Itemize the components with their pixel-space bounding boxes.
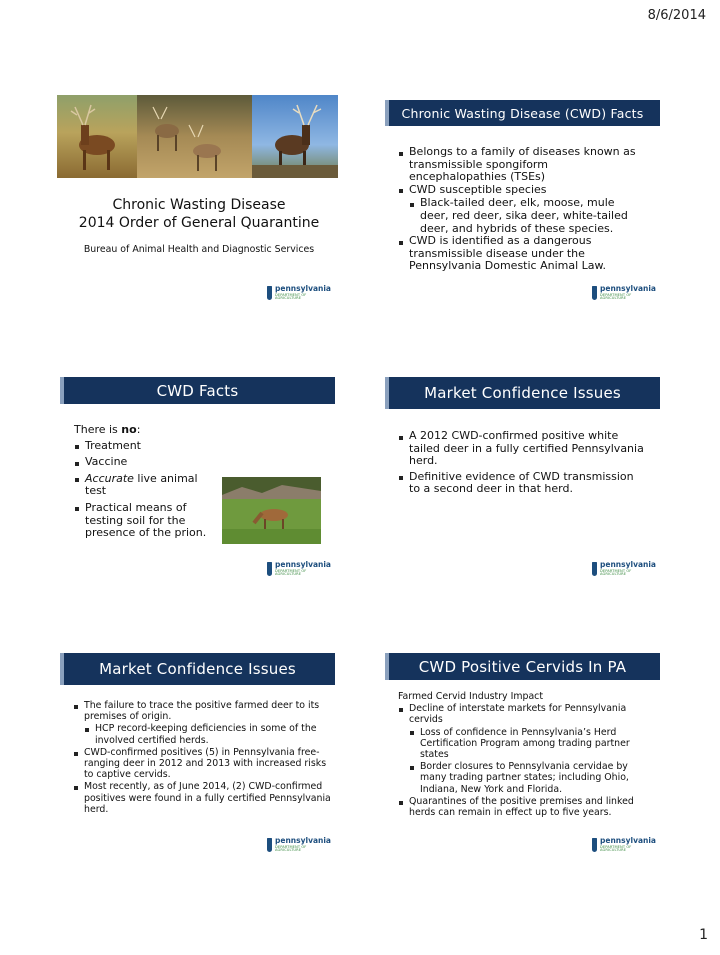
slide-5-body xyxy=(73,700,331,815)
list-item: Definitive evidence of CWD transmission to a second deer in that herd. xyxy=(398,471,648,496)
pennsylvania-logo: pennsylvania DEPARTMENT OF AGRICULTURE xyxy=(592,560,656,578)
slide-5-title: Market Confidence Issues xyxy=(99,660,296,678)
list-item: Most recently, as of June 2014, (2) CWD-confirmed positives were found in a fully certified Pennsylvania herd. xyxy=(73,781,331,815)
deer-photo-collage-svg xyxy=(57,95,338,178)
list-item: A 2012 CWD-confirmed positive white tailed deer in a fully certified Pennsylvania herd. xyxy=(398,430,648,468)
list-item: The failure to trace the positive farmed deer to its premises of origin. HCP record-keeping deficiencies in some of the involved certified herds. xyxy=(73,700,331,746)
list-item: HCP record-keeping deficiencies in some of the involved certified herds. xyxy=(84,723,331,745)
keystone-icon xyxy=(592,286,597,300)
print-date: 8/6/2014 xyxy=(647,8,706,23)
slide-2-title-bar xyxy=(385,100,660,126)
deer-photo-collage xyxy=(57,95,338,178)
pennsylvania-logo: pennsylvania DEPARTMENT OF AGRICULTURE xyxy=(592,836,656,854)
page-number: 1 xyxy=(699,927,708,943)
slide-3-title: CWD Facts xyxy=(156,381,239,400)
list-item: Vaccine xyxy=(74,456,214,469)
slide-2-body xyxy=(398,146,643,273)
keystone-icon xyxy=(592,562,597,576)
list-item: Accurate live animal test xyxy=(74,473,214,498)
deer-grazing-photo xyxy=(222,477,321,544)
slide-6-intro: Farmed Cervid Industry Impact xyxy=(398,691,544,702)
slide-4-title-bar xyxy=(385,377,660,409)
list-item: Quarantines of the positive premises and linked herds can remain in effect up to five years. xyxy=(398,796,648,818)
slide-6-body xyxy=(398,691,648,818)
slide-6-title-bar xyxy=(385,653,660,680)
list-item: Practical means of testing soil for the presence of the prion. xyxy=(74,502,214,540)
logo-subtitle: DEPARTMENT OF AGRICULTURE xyxy=(275,292,307,301)
slide-6-title: CWD Positive Cervids In PA xyxy=(418,657,627,676)
keystone-icon xyxy=(267,286,272,300)
list-item: Black-tailed deer, elk, moose, mule deer, red deer, sika deer, white-tailed deer, and hybrids of these species. xyxy=(409,197,643,235)
deer-grazing-photo-svg xyxy=(222,477,321,544)
slide-3-title-bar xyxy=(60,377,335,404)
pennsylvania-logo: pennsylvania DEPARTMENT OF AGRICULTURE xyxy=(592,284,656,302)
list-item: Loss of confidence in Pennsylvania’s Herd Certification Program among trading partner states xyxy=(409,727,648,761)
slide-2-title: Chronic Wasting Disease (CWD) Facts xyxy=(401,105,644,121)
list-item: Border closures to Pennsylvania cervidae by many trading partner states; including Ohio, Indiana, New York and Florida. xyxy=(409,761,648,795)
slide-3-intro: There is no: xyxy=(74,423,141,436)
list-item: CWD is identified as a dangerous transmissible disease under the Pennsylvania Domestic Animal Law. xyxy=(398,235,643,273)
pennsylvania-logo xyxy=(267,284,331,302)
pennsylvania-logo: pennsylvania DEPARTMENT OF AGRICULTURE xyxy=(267,560,331,578)
list-item: Decline of interstate markets for Pennsylvania cervids Loss of confidence in Pennsylvania’s Herd Certification Program among trading partner states Border closures to Pennsylvania cervidae by many trading partner states; including Ohio, Indiana, New York and Florida. xyxy=(398,703,648,795)
list-item: Treatment xyxy=(74,440,214,453)
slide-3-body xyxy=(74,424,214,540)
slide-1-title-line-2: 2014 Order of General Quarantine xyxy=(78,215,320,231)
keystone-icon xyxy=(267,838,272,852)
keystone-icon xyxy=(267,562,272,576)
slide-1-title-line-1: Chronic Wasting Disease xyxy=(112,197,286,213)
list-item: Belongs to a family of diseases known as transmissible spongiform encephalopathies (TSEs) xyxy=(398,146,643,184)
slide-1-title xyxy=(60,196,338,232)
list-item: CWD-confirmed positives (5) in Pennsylvania free-ranging deer in 2012 and 2013 with increased risks to captive cervids. xyxy=(73,747,331,781)
keystone-icon xyxy=(592,838,597,852)
slide-4-title: Market Confidence Issues xyxy=(424,384,621,402)
slide-1-subtitle: Bureau of Animal Health and Diagnostic Services xyxy=(83,244,315,255)
slide-5-title-bar xyxy=(60,653,335,685)
list-item: CWD susceptible species Black-tailed deer, elk, moose, mule deer, red deer, sika deer, white-tailed deer, and hybrids of these species. xyxy=(398,184,643,235)
slide-4-body xyxy=(398,430,648,496)
pennsylvania-logo: pennsylvania DEPARTMENT OF AGRICULTURE xyxy=(267,836,331,854)
logo-name: pennsylvania xyxy=(275,284,331,294)
